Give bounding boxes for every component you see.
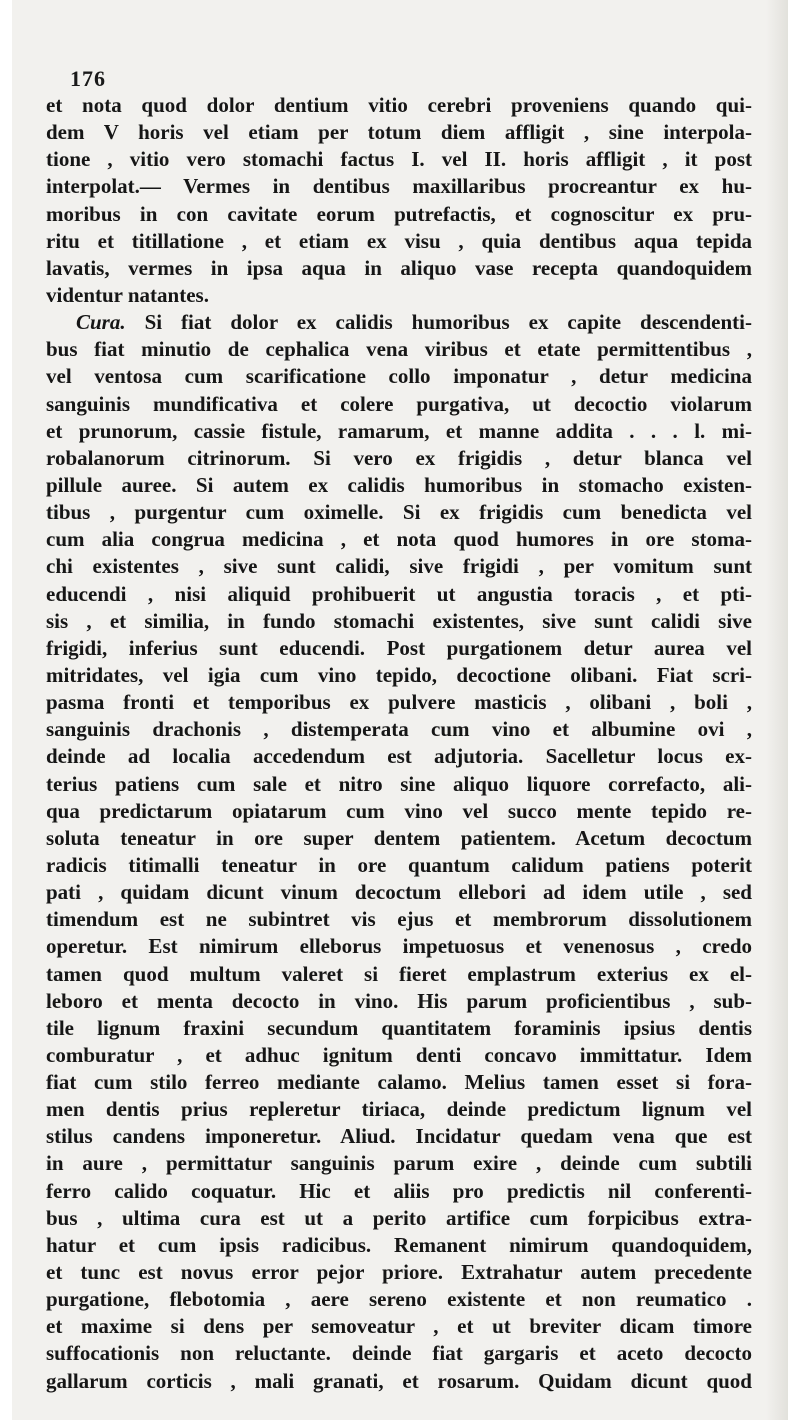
body-text: [46, 92, 752, 1420]
text-line: pillule auree. Si autem ex calidis humoribus in stomacho existen-: [46, 472, 752, 497]
text-line: chi existentes , sive sunt calidi, sive frigidi , per vomitum sunt: [46, 554, 752, 579]
page-number: 176: [70, 66, 106, 91]
text-line: leboro et menta decocto in vino. His parum proficientibus , sub-: [46, 988, 752, 1013]
text-line: et prunorum, cassie fistule, ramarum, et manne addita . . . l. mi-: [46, 418, 752, 443]
text-line: educendi , nisi aliquid prohibuerit ut angustia toracis , et pti-: [46, 581, 752, 606]
text-line: soluta teneatur in ore super dentem patientem. Acetum decoctum: [46, 825, 752, 850]
text-line: moribus in con cavitate eorum putrefactis, et cognoscitur ex pru-: [46, 201, 752, 226]
text-line: tibus , purgentur cum oximelle. Si ex frigidis cum benedicta vel: [46, 500, 752, 525]
cura-label: Cura.: [76, 310, 126, 335]
page-edge-shadow: [766, 0, 788, 1420]
text-line: mitridates, vel igia cum vino tepido, decoctione olibani. Fiat scri-: [46, 662, 752, 687]
text-line-cura: [46, 309, 752, 336]
text-line: [46, 1395, 752, 1420]
text-line: tile lignum fraxini secundum quantitatem foraminis ipsius dentis: [46, 1015, 752, 1040]
text-line: sanguinis mundificativa et colere purgativa, ut decoctio violarum: [46, 391, 752, 416]
text-line: comburatur , et adhuc ignitum denti concavo immittatur. Idem: [46, 1042, 752, 1067]
text-line: bus , ultima cura est ut a perito artifice cum forpicibus extra-: [46, 1205, 752, 1230]
text-line: timendum est ne subintret vis ejus et membrorum dissolutionem: [46, 907, 752, 932]
text-line: radicis titimalli teneatur in ore quantum calidum patiens poterit: [46, 852, 752, 877]
text-line: et nota quod dolor dentium vitio cerebri proveniens quando qui-: [46, 93, 752, 117]
text-line: in aure , permittatur sanguinis parum exire , deinde cum subtili: [46, 1151, 752, 1176]
text-line: sanguinis drachonis , distemperata cum vino et albumine ovi ,: [46, 717, 752, 742]
text-line: bus fiat minutio de cephalica vena viribus et etate permittentibus ,: [46, 337, 752, 362]
text-line: hatur et cum ipsis radicibus. Remanent nimirum quandoquidem,: [46, 1232, 752, 1257]
text-line: operetur. Est nimirum elleborus impetuosus et venenosus , credo: [46, 934, 752, 959]
text-line: gallarum corticis , mali granati, et rosarum. Quidam dicunt quod: [46, 1368, 752, 1393]
text-line: tamen quod multum valeret si fieret emplastrum exterius ex el-: [46, 961, 752, 986]
text-line: et tunc est novus error pejor priore. Extrahatur autem precedente: [46, 1260, 752, 1285]
text-line: deinde ad localia accedendum est adjutoria. Sacelletur locus ex-: [46, 744, 752, 769]
text-line: ferro calido coquatur. Hic et aliis pro predictis nil conferenti-: [46, 1178, 752, 1203]
text-line: fiat cum stilo ferreo mediante calamo. Melius tamen esset si fora-: [46, 1070, 752, 1095]
text-line: qua predictarum opiatarum cum vino vel succo mente tepido re-: [46, 798, 752, 823]
text-line: dem V horis vel etiam per totum diem affligit , sine interpola-: [46, 120, 752, 145]
text-line: vel ventosa cum scarificatione collo imponatur , detur medicina: [46, 364, 752, 389]
text-line: ritu et titillatione , et etiam ex visu , quia dentibus aqua tepida: [46, 228, 752, 253]
text-line: lavatis, vermes in ipsa aqua in aliquo vase recepta quandoquidem: [46, 255, 752, 280]
text-line: sis , et similia, in fundo stomachi existentes, sive sunt calidi sive: [46, 608, 752, 633]
text-line: purgatione, flebotomia , aere sereno existente et non reumatico .: [46, 1287, 752, 1312]
text-line: tione , vitio vero stomachi factus I. vel II. horis affligit , it post: [46, 147, 752, 172]
text-line: men dentis prius repleretur tiriaca, deinde predictum lignum vel: [46, 1097, 752, 1122]
text-line: cum alia congrua medicina , et nota quod humores in ore stoma-: [46, 527, 752, 552]
text-line: pasma fronti et temporibus ex pulvere masticis , olibani , boli ,: [46, 690, 752, 715]
text-line: robalanorum citrinorum. Si vero ex frigidis , detur blanca vel: [46, 445, 752, 470]
cura-line-text: Si fiat dolor ex calidis humoribus ex capite descendenti-: [144, 310, 753, 335]
text-line: stilus candens imponeretur. Aliud. Incidatur quedam vena que est: [46, 1124, 752, 1149]
text-line: interpolat.— Vermes in dentibus maxillaribus procreantur ex hu-: [46, 174, 752, 199]
text-line: pati , quidam dicunt vinum decoctum ellebori ad idem utile , sed: [46, 880, 752, 905]
text-line: suffocationis non reluctante. deinde fiat gargaris et aceto decocto: [46, 1341, 752, 1366]
text-line: et maxime si dens per semoveatur , et ut breviter dicam timore: [46, 1314, 752, 1339]
book-page: [12, 0, 788, 1420]
text-line: terius patiens cum sale et nitro sine aliquo liquore correfacto, ali-: [46, 771, 752, 796]
text-line: frigidi, inferius sunt educendi. Post purgationem detur aurea vel: [46, 635, 752, 660]
text-line: videntur natantes.: [46, 282, 209, 307]
